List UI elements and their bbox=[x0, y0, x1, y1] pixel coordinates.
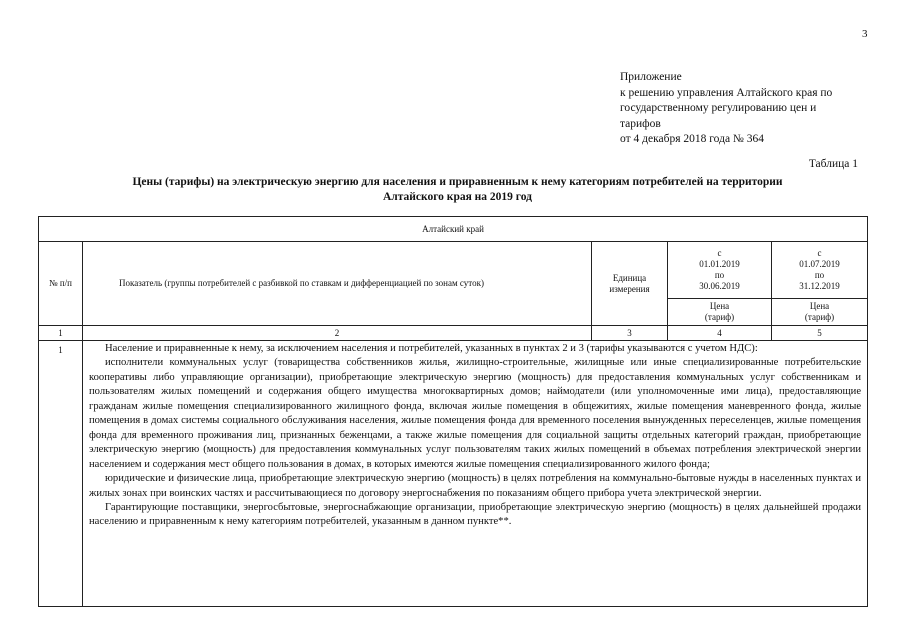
row-number: 1 bbox=[39, 341, 83, 607]
column-number: 3 bbox=[592, 326, 668, 341]
column-number: 1 bbox=[39, 326, 83, 341]
table-label: Таблица 1 bbox=[808, 158, 858, 170]
title-line-2: Алтайского края на 2019 год bbox=[383, 191, 532, 203]
column-number: 2 bbox=[83, 326, 592, 341]
appendix-line: от 4 декабря 2018 года № 364 bbox=[620, 133, 765, 145]
row-paragraph: Население и приравненные к нему, за исключением населения и потребителей, указанных в пунктах 2 и 3 (тарифы указываются с учетом НДС): bbox=[105, 343, 758, 354]
row-paragraph: Гарантирующие поставщики, энергосбытовые, энергоснабжающие организации, приобретающие электрическую энергию (мощность) в целях дальнейшей продажи населению и приравненным к нему категориям потребителей, указанным в данном пункте**. bbox=[89, 501, 862, 528]
period-line: с bbox=[717, 248, 722, 258]
header-unit-line: Единица bbox=[612, 272, 647, 283]
header-unit-line: измерения bbox=[609, 283, 650, 294]
header-indicator: Показатель (группы потребителей с разбивкой по ставкам и дифференциацией по зонам суток) bbox=[83, 242, 592, 326]
title-line-1: Цены (тарифы) на электрическую энергию для населения и приравненным к нему категориям потребителей на территории bbox=[132, 176, 783, 188]
appendix-line: тарифов bbox=[620, 117, 661, 130]
column-number: 4 bbox=[668, 326, 772, 341]
page-number: 3 bbox=[862, 28, 868, 40]
price-line: Цена bbox=[709, 301, 730, 311]
tariff-table bbox=[38, 216, 868, 607]
period-line: с bbox=[817, 248, 822, 258]
header-period-2 bbox=[772, 242, 868, 299]
appendix-line: государственному регулированию цен и bbox=[620, 102, 817, 114]
period-line: по bbox=[714, 270, 725, 280]
header-unit bbox=[592, 242, 668, 326]
column-number: 5 bbox=[772, 326, 868, 341]
appendix-line: Приложение bbox=[620, 71, 682, 83]
period-line: по bbox=[814, 270, 825, 280]
region-header: Алтайский край bbox=[39, 217, 868, 242]
price-line: (тариф) bbox=[704, 312, 735, 322]
price-line: (тариф) bbox=[804, 312, 835, 322]
row-paragraph: исполнители коммунальных услуг (товарищества собственников жилья, жилищно-строительные, жилищные или иные специализированные потребительские кооперативы либо управляющие организации), приобретающие электрическую энергию (мощность) для предоставления коммунальных услуг собственникам и пользователям жилых помещений и содержания общего имущества многоквартирных домов; наймодатели (или уполномоченные ими лица), предоставляющие гражданам жилые помещения специализированного жилищного фонда, включая жилые помещения в общежитиях, жилые помещения маневренного фонда, жилые помещения в домах системы социального обслуживания населения, жилые помещения фонда для временного поселения вынужденных переселенцев, жилые помещения фонда для временного проживания лиц, признанных беженцами, а также жилые помещения для социальной защиты отдельных категорий граждан, приобретающие электрическую энергию (мощность) для предоставления коммунальных услуг пользователям таких жилых помещений в объемах потребления электрической энергии населением и содержания мест общего пользования в домах, в которых имеются жилые помещения специализированного жилого фонда; bbox=[89, 357, 862, 470]
row-description bbox=[83, 341, 868, 607]
period-line: 01.07.2019 bbox=[799, 259, 840, 269]
period-line: 31.12.2019 bbox=[799, 281, 840, 291]
header-price-2 bbox=[772, 299, 868, 326]
row-paragraph: юридические и физические лица, приобретающие электрическую энергию (мощность) в целях потребления на коммунально-бытовые нужды в населенных пунктах и жилых зонах при воинских частях и рассчитывающиеся по договору энергоснабжения по показаниям общего прибора учета электрической энергии. bbox=[89, 473, 862, 499]
header-num: № п/п bbox=[39, 242, 83, 326]
document-title bbox=[40, 175, 875, 205]
period-line: 01.01.2019 bbox=[699, 259, 740, 269]
price-line: Цена bbox=[809, 301, 830, 311]
appendix-line: к решению управления Алтайского края по bbox=[620, 86, 833, 99]
header-price-1 bbox=[668, 299, 772, 326]
header-period-1 bbox=[668, 242, 772, 299]
appendix-block bbox=[620, 70, 880, 148]
period-line: 30.06.2019 bbox=[699, 281, 740, 291]
